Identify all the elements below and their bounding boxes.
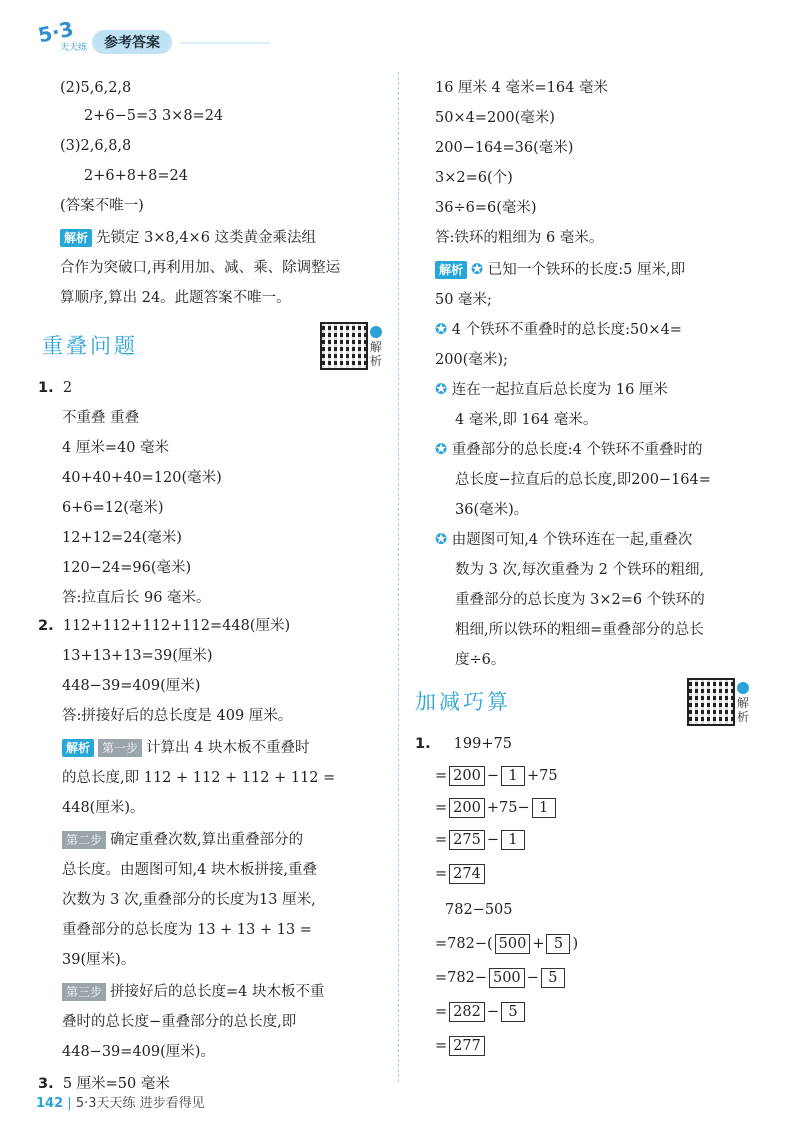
question-number: 3. — [38, 1076, 54, 1092]
answer-line: 50×4=200(毫米) — [435, 110, 555, 126]
analysis-line: 叠时的总长度−重叠部分的总长度,即 — [62, 1014, 297, 1030]
question-text: 5 厘米=50 毫米 — [62, 1076, 170, 1092]
answer-line: 不重叠 重叠 — [62, 410, 140, 426]
answer-line: (3)2,6,8,8 — [60, 138, 132, 154]
analysis-tag: 解析 — [62, 739, 94, 757]
analysis-text: 4 个铁环不重叠时的总长度:50×4= — [451, 322, 682, 338]
answer-box: 1 — [532, 798, 556, 818]
qr-label: 解析 — [737, 696, 750, 724]
answer-box: 200 — [449, 798, 485, 818]
section-title: 加减巧算 — [415, 690, 511, 714]
analysis-line: 36(毫米)。 — [455, 502, 529, 518]
analysis-line: 总长度。由题图可知,4 块木板拼接,重叠 — [62, 862, 318, 878]
analysis-text: 由题图可知,4 个铁环连在一起,重叠次 — [451, 532, 693, 548]
analysis-tag: 解析 — [60, 229, 92, 247]
analysis-text: 连在一起拉直后总长度为 16 厘米 — [451, 382, 668, 398]
analysis-line — [435, 440, 702, 460]
question-text: 112+112+112+112=448(厘米) — [62, 618, 291, 634]
analysis-line — [435, 380, 668, 400]
answer-box: 1 — [501, 766, 525, 786]
analysis-line: 重叠部分的总长度为 3×2=6 个铁环的 — [455, 592, 705, 608]
analysis-tag: 解析 — [435, 261, 467, 279]
analysis-line: 的总长度,即 112 + 112 + 112 + 112 = — [62, 770, 336, 786]
answer-box: 5 — [546, 934, 570, 954]
calc-text: +75 — [527, 768, 558, 784]
answer-tag: 参考答案 — [92, 30, 172, 54]
calc-line: = 274 — [435, 864, 487, 884]
bullet-icon: ✪ — [435, 322, 448, 338]
analysis-line: 粗细,所以铁环的粗细=重叠部分的总长 — [455, 622, 704, 638]
answer-line: 13+13+13=39(厘米) — [62, 648, 213, 664]
analysis-line: 重叠部分的总长度为 13 + 13 + 13 = — [62, 922, 312, 938]
qr-code-icon[interactable] — [320, 322, 368, 370]
qr-label: 解析 — [370, 340, 383, 368]
answer-line: 3×2=6(个) — [435, 170, 513, 186]
answer-box: 5 — [501, 1002, 525, 1022]
question-line — [38, 616, 290, 636]
answer-box: 500 — [489, 968, 525, 988]
analysis-text: 计算出 4 块木板不重叠时 — [146, 740, 310, 756]
column-divider — [398, 72, 399, 1082]
analysis-line: 合作为突破口,再利用加、减、乘、除调整运 — [60, 260, 341, 276]
calc-line: = 200 − 1 +75 — [435, 768, 558, 784]
play-icon — [370, 326, 382, 338]
footer-brand: 5·3天天练 — [75, 1096, 136, 1111]
answer-box: 274 — [449, 864, 485, 884]
question-text: 199+75 — [453, 736, 512, 752]
answer-line: 2+6+8+8=24 — [84, 168, 188, 184]
analysis-line: 448−39=409(厘米)。 — [62, 1044, 215, 1060]
header-rule — [180, 42, 270, 44]
calc-line: = 277 — [435, 1036, 487, 1056]
answer-line: 200−164=36(毫米) — [435, 140, 574, 156]
answer-box: 500 — [495, 934, 531, 954]
bullet-icon: ✪ — [471, 262, 484, 278]
brand-logo: 5·3 — [35, 16, 76, 48]
analysis-line — [62, 738, 309, 758]
page-header — [0, 0, 800, 70]
answer-box: 282 — [449, 1002, 485, 1022]
analysis-line: 数为 3 次,每次重叠为 2 个铁环的粗细, — [455, 562, 705, 578]
analysis-line — [62, 830, 303, 850]
question-number: 1. — [38, 380, 54, 396]
calc-text: =782−( — [435, 936, 493, 952]
calc-text: =782− — [435, 970, 487, 986]
answer-line: 答:铁环的粗细为 6 毫米。 — [435, 230, 604, 246]
analysis-text: 已知一个铁环的长度:5 厘米,即 — [487, 262, 686, 278]
bullet-icon: ✪ — [435, 442, 448, 458]
calc-line: = 275 − 1 — [435, 830, 527, 850]
question-number: 1. — [415, 736, 431, 752]
question-line — [38, 378, 72, 398]
answer-line: 答:拉直后长 96 毫米。 — [62, 590, 211, 606]
answer-line: 120−24=96(毫米) — [62, 560, 192, 576]
analysis-text: 确定重叠次数,算出重叠部分的 — [110, 832, 304, 848]
page-footer — [36, 1092, 205, 1111]
answer-line: 448−39=409(厘米) — [62, 678, 201, 694]
answer-line: (2)5,6,2,8 — [60, 80, 132, 96]
analysis-line: 50 毫米; — [435, 292, 492, 308]
calc-text: ) — [572, 936, 579, 952]
analysis-line — [435, 260, 685, 280]
calc-line: =782− 500 − 5 — [435, 968, 567, 988]
play-icon — [737, 682, 749, 694]
page-number: 142 — [36, 1096, 64, 1111]
answer-line: 36÷6=6(毫米) — [435, 200, 537, 216]
analysis-line — [60, 228, 316, 248]
answer-line: 40+40+40=120(毫米) — [62, 470, 222, 486]
analysis-line: 总长度−拉直后的总长度,即200−164= — [455, 472, 711, 488]
answer-line: 6+6=12(毫米) — [62, 500, 164, 516]
brand-logo-sub: 天天练 — [60, 43, 88, 53]
answer-line: 12+12=24(毫米) — [62, 530, 182, 546]
bullet-icon: ✪ — [435, 382, 448, 398]
section-title: 重叠问题 — [42, 334, 138, 358]
bullet-icon: ✪ — [435, 532, 448, 548]
answer-line: 2+6−5=3 3×8=24 — [84, 108, 224, 124]
footer-separator: | — [67, 1096, 72, 1111]
answer-line: (答案不唯一) — [60, 198, 144, 214]
question-text: 782−505 — [445, 902, 513, 918]
footer-slogan: 进步看得见 — [139, 1096, 205, 1111]
analysis-line — [62, 982, 325, 1002]
calc-line: = 200 +75− 1 — [435, 798, 558, 818]
question-text: 2 — [62, 380, 73, 396]
step-tag: 第二步 — [62, 831, 106, 849]
analysis-line — [435, 320, 682, 340]
calc-text: +75− — [486, 800, 530, 816]
analysis-line: 度÷6。 — [455, 652, 506, 668]
step-tag: 第一步 — [98, 739, 142, 757]
answer-box: 1 — [501, 830, 525, 850]
analysis-line: 算顺序,算出 24。此题答案不唯一。 — [60, 290, 291, 306]
analysis-line — [435, 530, 692, 550]
analysis-line: 4 毫米,即 164 毫米。 — [455, 412, 598, 428]
calc-line: = 282 − 5 — [435, 1002, 527, 1022]
analysis-text: 拼接好后的总长度=4 块木板不重 — [110, 984, 325, 1000]
analysis-text: 先锁定 3×8,4×6 这类黄金乘法组 — [96, 230, 317, 246]
answer-box: 275 — [449, 830, 485, 850]
analysis-line: 448(厘米)。 — [62, 800, 145, 816]
question-line — [38, 1074, 170, 1094]
analysis-line: 200(毫米); — [435, 352, 508, 368]
question-line — [415, 734, 512, 754]
analysis-line: 次数为 3 次,重叠部分的长度为13 厘米, — [62, 892, 316, 908]
question-number: 2. — [38, 618, 54, 634]
answer-line: 4 厘米=40 毫米 — [62, 440, 170, 456]
qr-code-icon[interactable] — [687, 678, 735, 726]
answer-line: 答:拼接好后的总长度是 409 厘米。 — [62, 708, 293, 724]
answer-box: 5 — [541, 968, 565, 988]
answer-line: 16 厘米 4 毫米=164 毫米 — [435, 80, 608, 96]
calc-line: =782−( 500 + 5 ) — [435, 936, 579, 952]
answer-box: 200 — [449, 766, 485, 786]
analysis-text: 重叠部分的总长度:4 个铁环不重叠时的 — [451, 442, 703, 458]
step-tag: 第三步 — [62, 983, 106, 1001]
analysis-line: 39(厘米)。 — [62, 952, 136, 968]
answer-box: 277 — [449, 1036, 485, 1056]
